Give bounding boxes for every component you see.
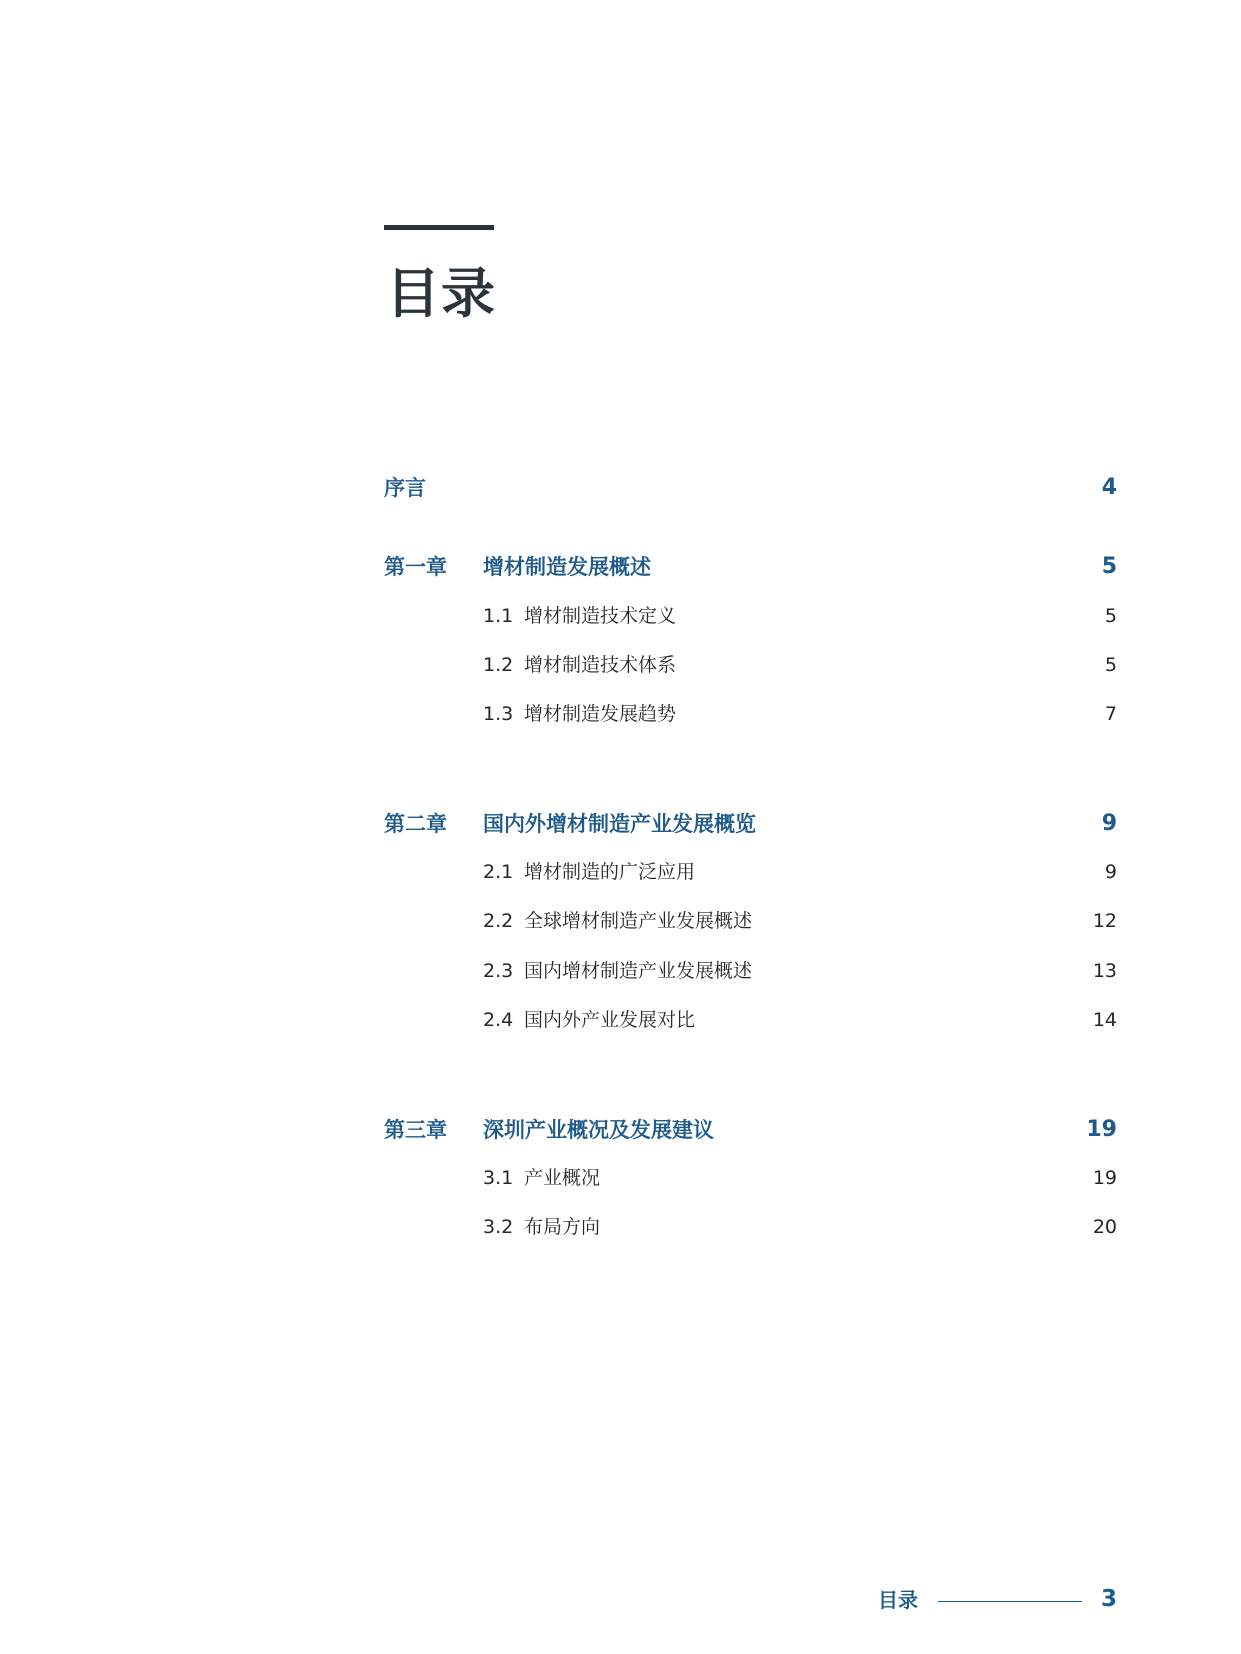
toc-entry-title: 布局方向 <box>524 1216 601 1238</box>
toc-page-number: 5 <box>1104 654 1117 676</box>
toc-entry-title: 增材制造技术体系 <box>524 654 677 676</box>
toc-entry-section-2-4[interactable] <box>384 1002 1117 1038</box>
title-rule <box>384 225 494 230</box>
chapter-label: 第二章 <box>384 812 447 836</box>
section-number: 3.2 <box>483 1216 514 1238</box>
toc-page-number: 19 <box>1086 1117 1117 1142</box>
toc-entry-title: 国内外增材制造产业发展概览 <box>483 812 756 836</box>
footer-rule <box>938 1601 1082 1602</box>
section-number: 2.3 <box>483 960 514 982</box>
toc-entry-section-2-2[interactable] <box>384 903 1117 939</box>
footer-page-number: 3 <box>1100 1586 1117 1612</box>
toc-entry-section-1-1[interactable] <box>384 598 1117 634</box>
toc-page-number: 5 <box>1101 554 1117 579</box>
toc-entry-section-1-2[interactable] <box>384 647 1117 683</box>
page-title: 目录 <box>386 262 496 325</box>
section-number: 3.1 <box>483 1167 514 1189</box>
toc-entry-title: 产业概况 <box>524 1167 601 1189</box>
toc-entry-title: 增材制造的广泛应用 <box>524 861 696 883</box>
toc-page-number: 20 <box>1092 1216 1117 1238</box>
section-number: 2.1 <box>483 861 514 883</box>
section-number: 1.1 <box>483 605 514 627</box>
section-number: 2.4 <box>483 1009 514 1031</box>
toc-page-number: 7 <box>1104 703 1117 725</box>
chapter-label: 第一章 <box>384 555 447 579</box>
toc-page-number: 19 <box>1092 1167 1117 1189</box>
toc-entry-section-2-1[interactable] <box>384 854 1117 890</box>
toc-entry-title: 增材制造发展趋势 <box>524 703 677 725</box>
section-number: 2.2 <box>483 910 514 932</box>
toc-page-number: 14 <box>1092 1009 1117 1031</box>
toc-entry-title: 全球增材制造产业发展概述 <box>524 910 753 932</box>
section-number: 1.2 <box>483 654 514 676</box>
toc-entry-title: 深圳产业概况及发展建议 <box>483 1118 714 1142</box>
toc-page-number: 9 <box>1104 861 1117 883</box>
toc-entry-title: 增材制造技术定义 <box>524 605 677 627</box>
toc-entry-chapter-1[interactable] <box>384 549 1117 585</box>
toc-entry-title: 国内增材制造产业发展概述 <box>524 960 753 982</box>
toc-entry-title: 增材制造发展概述 <box>483 555 651 579</box>
toc-entry-section-2-3[interactable] <box>384 953 1117 989</box>
toc-page-number: 4 <box>1101 475 1117 500</box>
toc-entry-preface[interactable] <box>384 470 1117 506</box>
footer-section-label: 目录 <box>878 1588 918 1612</box>
toc-page-number: 12 <box>1092 910 1117 932</box>
toc-entry-title: 序言 <box>384 476 426 500</box>
toc-page-number: 9 <box>1101 811 1117 836</box>
toc-page-number: 5 <box>1104 605 1117 627</box>
toc-entry-section-3-2[interactable] <box>384 1209 1117 1245</box>
toc-entry-chapter-2[interactable] <box>384 806 1117 842</box>
section-number: 1.3 <box>483 703 514 725</box>
toc-entry-section-1-3[interactable] <box>384 696 1117 732</box>
toc-page-number: 13 <box>1092 960 1117 982</box>
toc-entry-section-3-1[interactable] <box>384 1160 1117 1196</box>
chapter-label: 第三章 <box>384 1118 447 1142</box>
toc-entry-title: 国内外产业发展对比 <box>524 1009 696 1031</box>
toc-entry-chapter-3[interactable] <box>384 1112 1117 1148</box>
